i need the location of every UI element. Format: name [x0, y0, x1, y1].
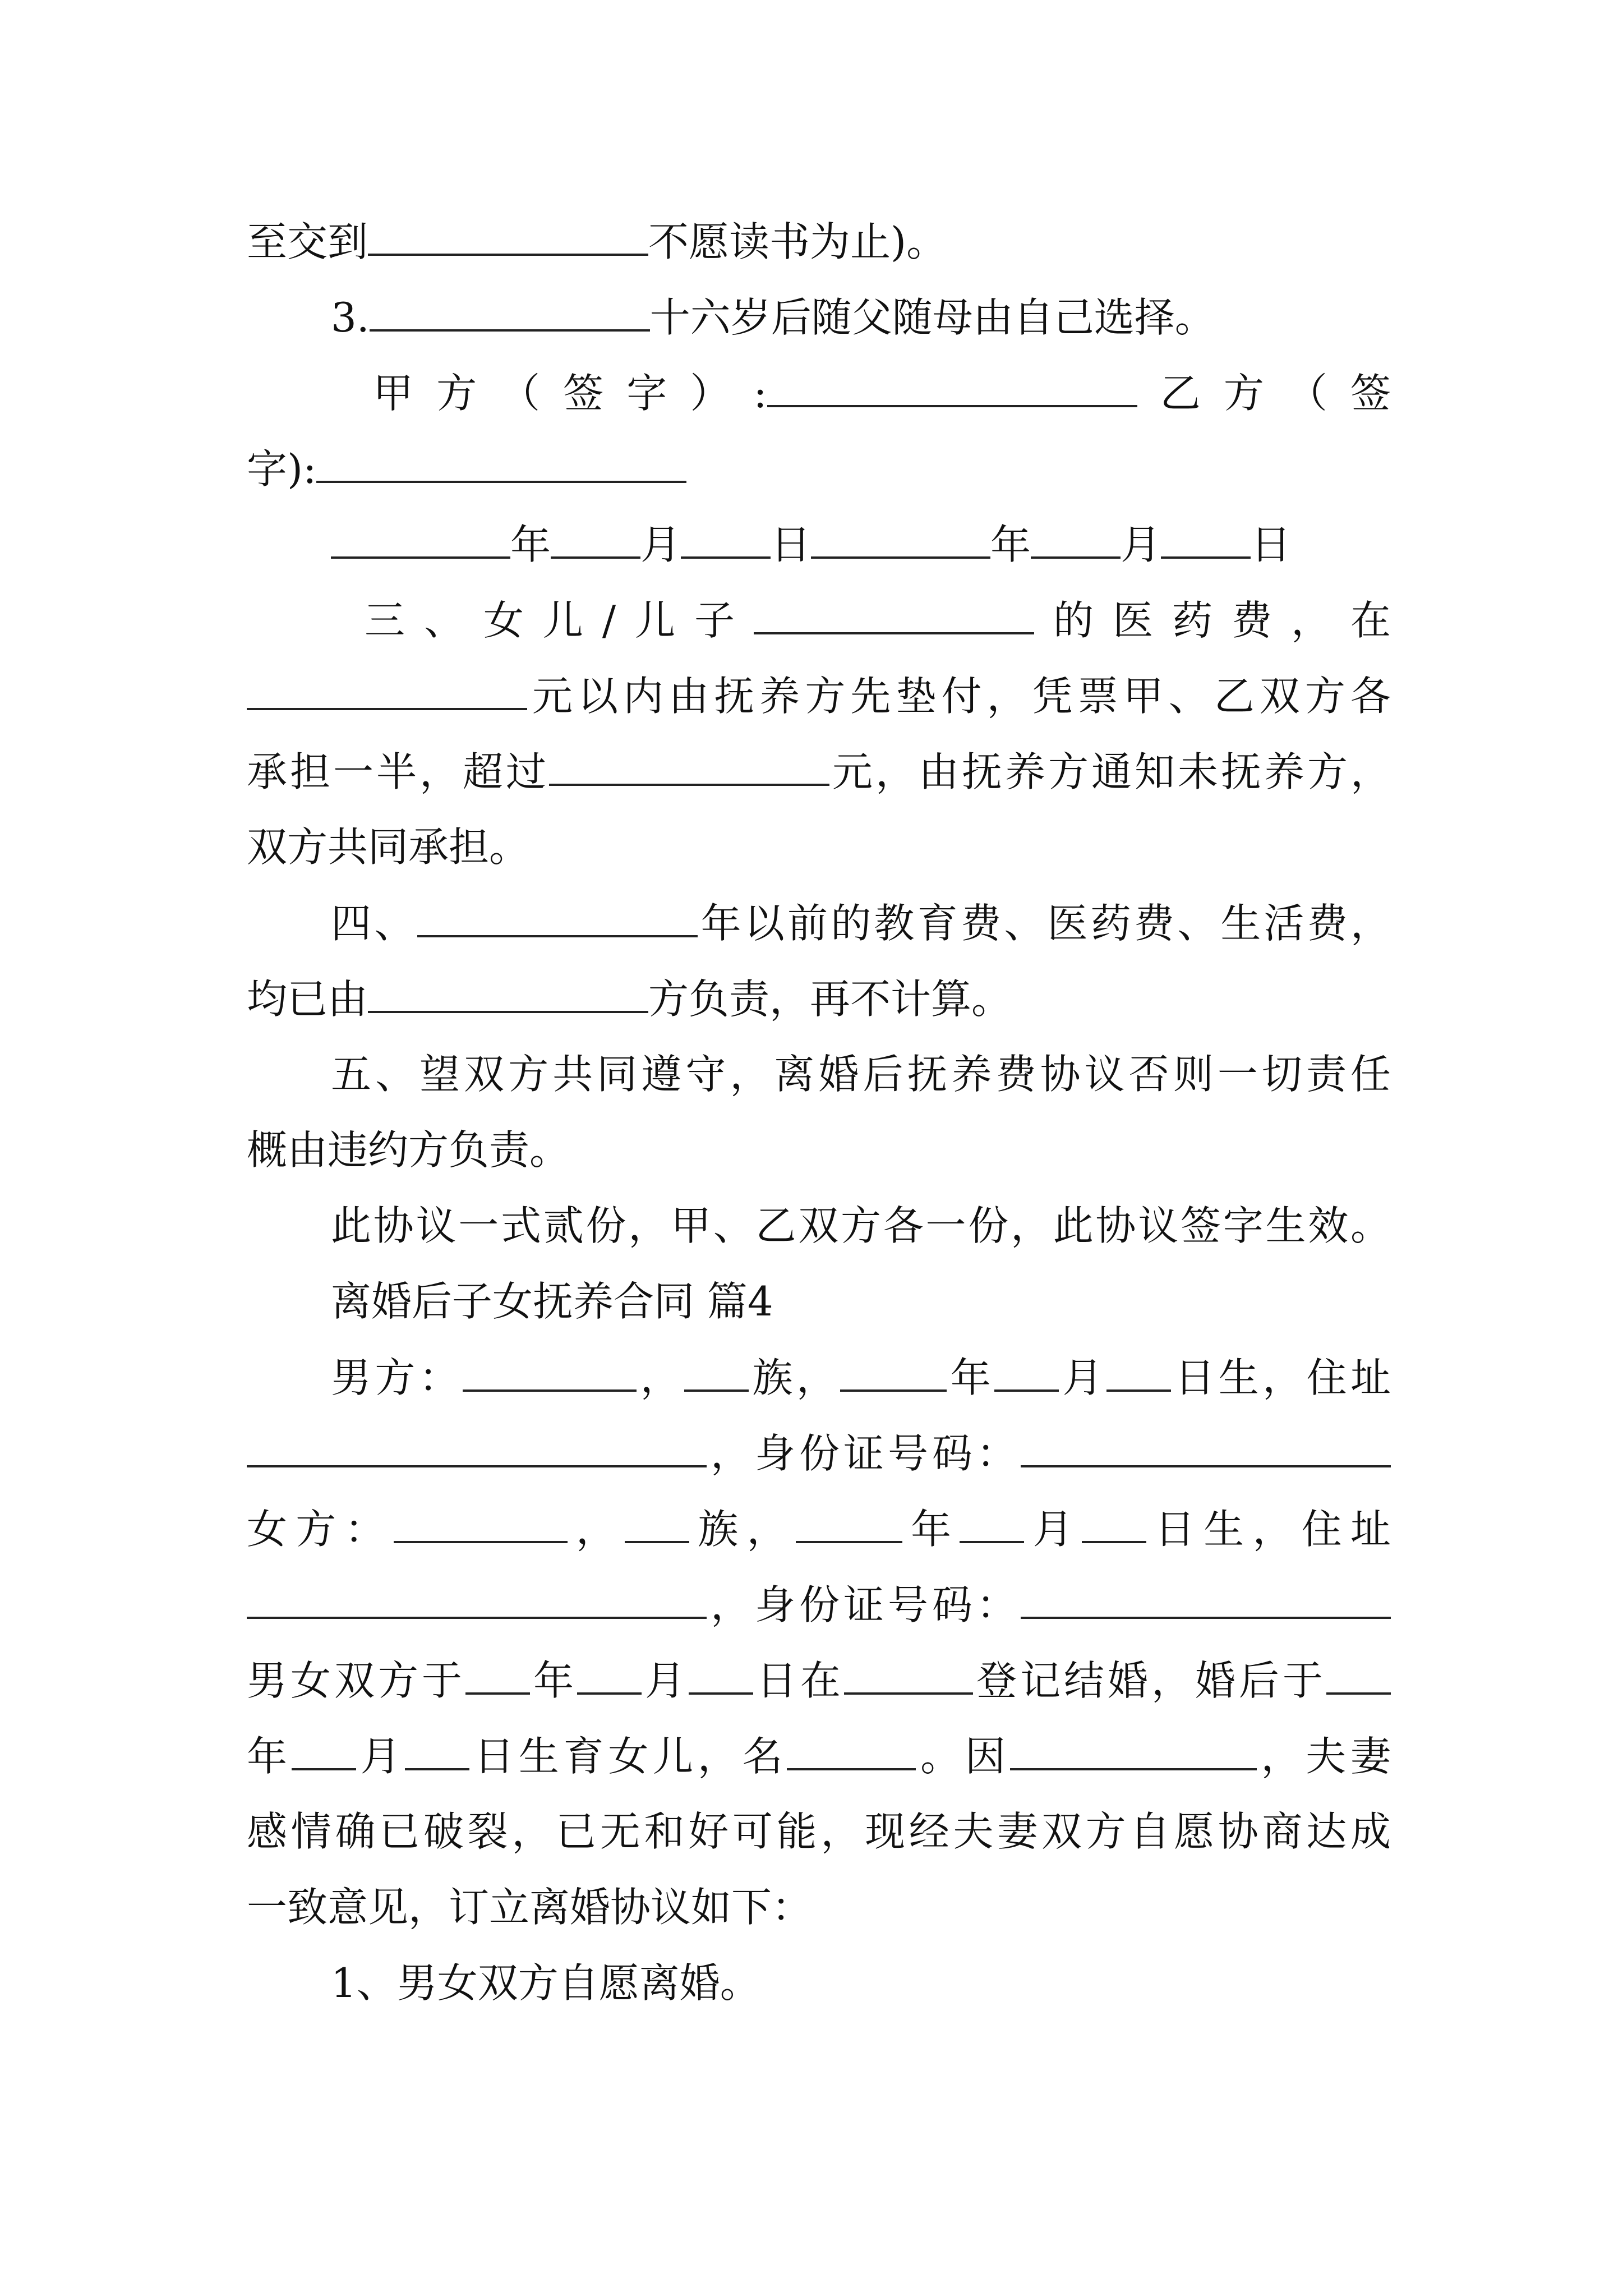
text-segment: 的医药费，在 [1034, 597, 1391, 644]
text-line [331, 1955, 1475, 2011]
text-segment: 月 [356, 1733, 405, 1780]
text-segment: 族， [689, 1506, 796, 1553]
text-segment: 年 [247, 1733, 292, 1780]
text-segment: 十六岁后随父随母由自己选择。 [649, 294, 1215, 341]
text-segment: 日生育女儿，名 [469, 1733, 787, 1780]
fill-blank [787, 1728, 916, 1770]
text-segment: 年 [529, 1657, 577, 1704]
fill-blank [796, 1501, 902, 1543]
text-segment: 。因 [916, 1733, 1010, 1780]
fill-blank [577, 1652, 642, 1695]
text-segment: 三、女儿/儿子 [365, 597, 754, 644]
fill-blank [316, 440, 686, 483]
text-segment: 四、 [331, 900, 418, 947]
fill-blank [331, 516, 510, 559]
text-segment: 元以内由抚养方先垫付，凭票甲、乙双方各 [527, 673, 1391, 720]
text-line [247, 743, 1391, 799]
fill-blank [625, 1501, 689, 1543]
text-segment: 感情确已破裂，已无和好可能，现经夫妻双方自愿协商达成 [247, 1808, 1391, 1855]
text-segment: 月 [1024, 1506, 1082, 1553]
text-line [247, 668, 1391, 724]
fill-blank [960, 1501, 1024, 1543]
text-line [365, 592, 1391, 648]
text-line [247, 1501, 1391, 1557]
fill-blank [247, 668, 527, 710]
fill-blank [549, 743, 829, 786]
fill-blank [1031, 516, 1121, 559]
text-line [331, 1198, 1391, 1254]
text-segment: 日生，住址 [1170, 1354, 1391, 1401]
text-segment: 字): [247, 445, 317, 493]
text-segment: 月 [1121, 521, 1161, 568]
fill-blank [417, 895, 698, 937]
fill-blank [684, 1349, 749, 1392]
text-segment: 不愿读书为止)。 [648, 218, 947, 265]
fill-blank [754, 592, 1034, 634]
text-segment: 承担一半，超过 [247, 748, 549, 795]
text-line [331, 289, 1475, 345]
text-segment: ，身份证号码： [707, 1581, 1021, 1628]
text-line [247, 1425, 1391, 1481]
text-segment: 甲方（签字）: [373, 370, 767, 417]
text-line [373, 365, 1391, 421]
text-segment: 登记结婚，婚后于 [972, 1657, 1326, 1704]
text-segment: 日在 [753, 1657, 844, 1704]
text-line [247, 1728, 1391, 1784]
text-segment: 男女双方于 [247, 1657, 465, 1704]
fill-blank [465, 1652, 530, 1695]
text-segment: 元，由抚养方通知未抚养方， [829, 748, 1391, 795]
text-segment: 此协议一式贰份，甲、乙双方各一份，此协议签字生效。 [331, 1202, 1391, 1249]
text-segment: 方负责，再不计算。 [648, 976, 1012, 1023]
text-segment: 月 [640, 521, 681, 568]
text-line [247, 970, 1391, 1027]
fill-blank [463, 1349, 637, 1392]
text-line [247, 1576, 1391, 1632]
text-segment: ，身份证号码： [707, 1430, 1021, 1477]
text-line [247, 1652, 1391, 1708]
fill-blank [681, 516, 771, 559]
text-segment: 年 [902, 1506, 960, 1553]
text-segment: 均已由 [247, 976, 368, 1023]
text-line [331, 1349, 1391, 1405]
text-segment: 年 [510, 521, 551, 568]
text-segment: 月 [641, 1657, 689, 1704]
text-segment: 日 [771, 521, 811, 568]
text-segment: 日生，住址 [1146, 1506, 1391, 1553]
fill-blank [811, 516, 990, 559]
fill-blank [247, 1576, 707, 1619]
text-segment: 日 [1251, 521, 1292, 568]
text-segment: 年以前的教育费、医药费、生活费， [698, 900, 1391, 947]
text-line [331, 1046, 1391, 1102]
fill-blank [1021, 1576, 1391, 1619]
text-line [331, 516, 1475, 572]
text-line [247, 440, 1391, 496]
fill-blank [368, 970, 648, 1013]
text-segment: 男方： [331, 1354, 463, 1401]
text-segment: ，夫妻 [1256, 1733, 1391, 1780]
fill-blank [689, 1652, 753, 1695]
text-segment: 年 [947, 1354, 995, 1401]
fill-blank [292, 1728, 356, 1770]
text-segment: 月 [1059, 1354, 1106, 1401]
text-segment: 离婚后子女抚养合同 篇4 [331, 1278, 773, 1325]
fill-blank [247, 1425, 707, 1467]
fill-blank [551, 516, 640, 559]
text-segment: 至交到 [247, 218, 368, 265]
text-line [331, 895, 1391, 951]
text-segment: 1、男女双方自愿离婚。 [331, 1959, 760, 2007]
fill-blank [1326, 1652, 1391, 1695]
text-segment: 乙方（签 [1137, 370, 1391, 417]
text-segment: 女方： [247, 1506, 394, 1553]
text-segment: 3. [331, 294, 370, 341]
fill-blank [405, 1728, 469, 1770]
fill-blank [1010, 1728, 1257, 1770]
fill-blank [368, 213, 648, 256]
text-line [247, 1803, 1391, 1860]
fill-blank [767, 365, 1137, 407]
text-line [247, 1122, 1391, 1178]
text-segment: 双方共同承担。 [247, 823, 530, 871]
text-line [247, 819, 1391, 875]
text-segment: 族， [749, 1354, 841, 1401]
fill-blank [1082, 1501, 1146, 1543]
fill-blank [1106, 1349, 1171, 1392]
text-segment: ， [567, 1506, 625, 1553]
section-heading [331, 1273, 1475, 1329]
text-segment: ， [637, 1354, 685, 1401]
fill-blank [394, 1501, 568, 1543]
text-segment: 五、望双方共同遵守，离婚后抚养费协议否则一切责任 [331, 1051, 1391, 1098]
fill-blank [844, 1652, 973, 1695]
text-line [247, 213, 1391, 269]
fill-blank [370, 289, 650, 332]
text-segment: 年 [990, 521, 1031, 568]
text-segment: 概由违约方负责。 [247, 1126, 570, 1174]
fill-blank [1161, 516, 1251, 559]
text-line [247, 1879, 1391, 1935]
fill-blank [1021, 1425, 1391, 1467]
text-segment: 一致意见，订立离婚协议如下： [247, 1884, 813, 1931]
fill-blank [994, 1349, 1059, 1392]
fill-blank [840, 1349, 947, 1392]
